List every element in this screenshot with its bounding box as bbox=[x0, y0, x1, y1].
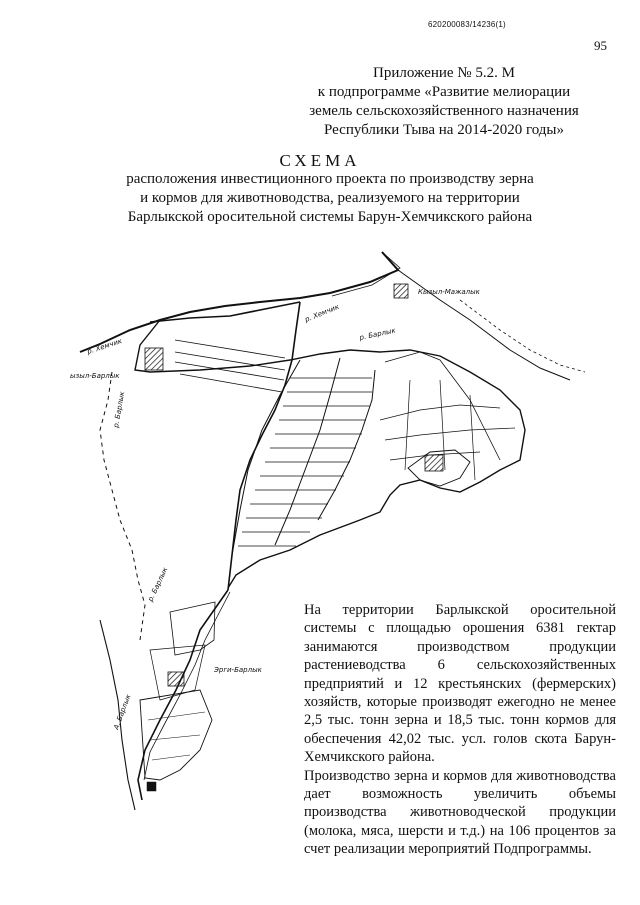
label-kyzyl-mazhalyk: Кызыл-Мажалык bbox=[418, 288, 480, 296]
label-kyzyl-barlyk: ызыл-Барлык bbox=[70, 372, 120, 380]
subtitle-line: Барлыкской оросительной системы Барун-Хемчикского района bbox=[127, 209, 533, 225]
label-a-barlyk: А. Барлык bbox=[112, 693, 133, 731]
label-river-barlyk-mid: р. Барлык bbox=[146, 566, 170, 603]
outer-boundary-line bbox=[135, 320, 525, 588]
pump-station-mark bbox=[147, 782, 156, 791]
subtitle-line: расположения инвестиционного проекта по производству зерна bbox=[126, 171, 534, 187]
subtitle-line: и кормов для животноводства, реализуемого на территории bbox=[140, 190, 520, 206]
label-river-barlyk-vertical: р. Барлык bbox=[112, 390, 127, 429]
appendix-line: Республики Тыва на 2014-2020 годы» bbox=[323, 122, 565, 138]
label-ergi-barlyk: Эрги-Барлык bbox=[214, 666, 262, 674]
main-canal-line bbox=[150, 302, 300, 590]
scheme-title: СХЕМА bbox=[279, 151, 361, 170]
paragraph-1: На территории Барлыкской оросительной системы с площадью орошения 6381 гектар занимаются производством продукции растениеводства 6 сельскохозяйственных предприятий и 12 крестьянских (фермерских) хозяйств, которые производят ежегодно не менее 2,5 тыс. тонн зерна и 18,5 тыс. тонн кормов для обеспечения 42,02 тыс. усл. голов скота Барун-Хемчикского района. bbox=[304, 602, 616, 766]
label-river-khemchik-top: р. Хемчик bbox=[303, 302, 341, 324]
settlement-kyzyl-mazhalyk-mark bbox=[394, 284, 408, 298]
paragraph-2: Производство зерна и кормов для животноводства дает возможность увеличить объемы производства животноводческой продукции (молока, мяса, шерсти и т.д.) на 106 процентов за счет реализации мероприятий Подпрограммы. bbox=[304, 767, 616, 858]
river-khemchik-line bbox=[80, 252, 398, 352]
settlement-ergi-barlyk-mark bbox=[168, 672, 184, 686]
document-id: 620200083/14236(1) bbox=[428, 20, 506, 29]
settlement-kyzyl-barlyk-mark bbox=[145, 348, 163, 370]
appendix-line: Приложение № 5.2. М bbox=[373, 65, 515, 81]
label-river-khemchik-left: р. Хемчик bbox=[86, 337, 124, 356]
description-text bbox=[304, 601, 616, 859]
appendix-line: земель сельскохозяйственного назначения bbox=[309, 103, 579, 119]
village-block-mark bbox=[425, 455, 443, 471]
appendix-line: к подпрограмме «Развитие мелиорации bbox=[317, 84, 571, 100]
upper-boundary-line bbox=[398, 270, 570, 380]
page-number: 95 bbox=[594, 38, 607, 53]
label-river-barlyk-top: р. Барлык bbox=[358, 326, 397, 342]
